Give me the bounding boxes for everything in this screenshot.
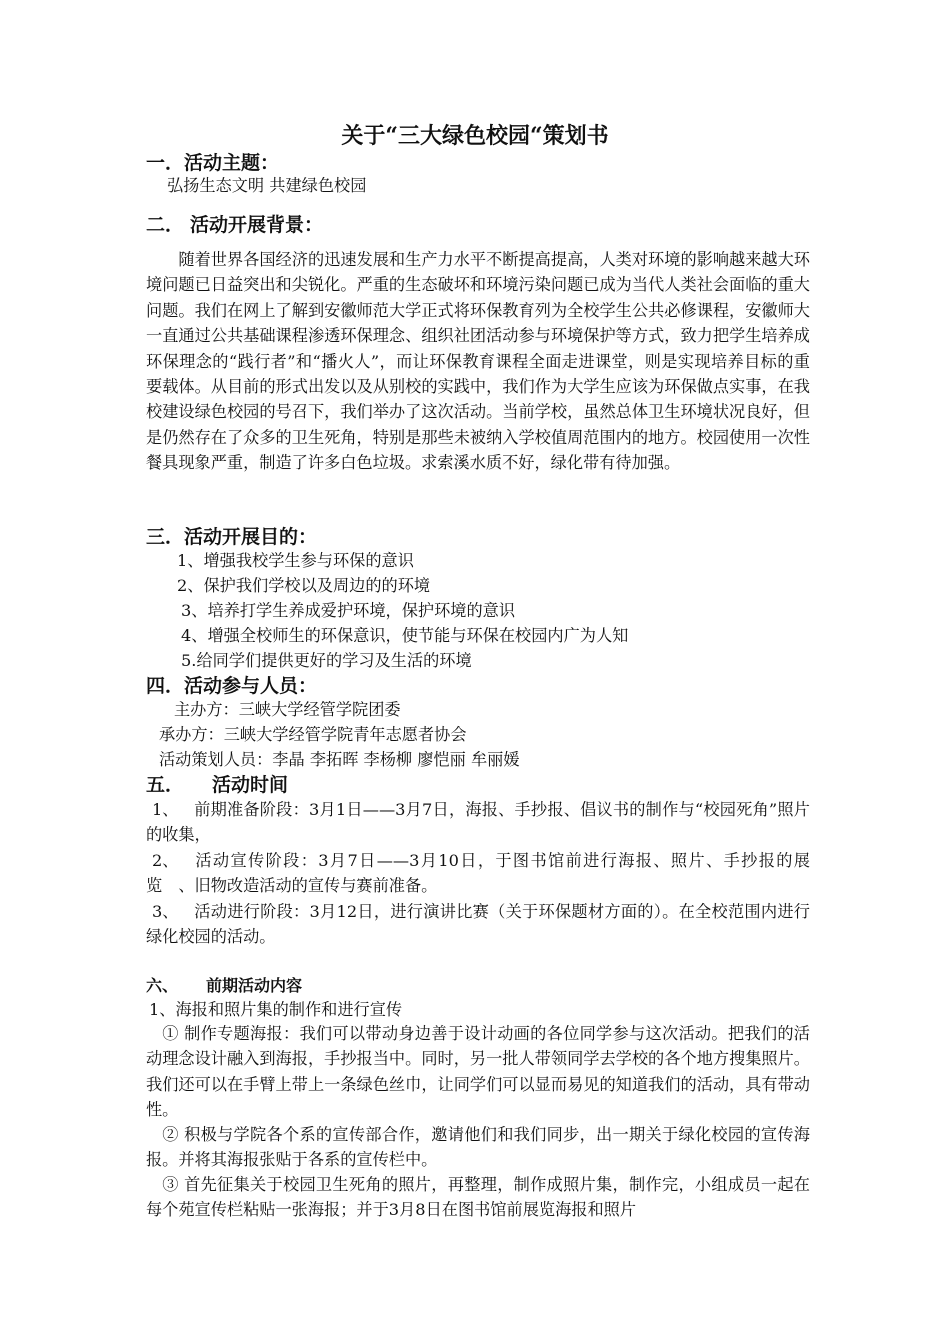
schedule-item-text: 前期准备阶段：3月1日——3月7日，海报、手抄报、倡议书的制作与“校园死角”照片的收集，	[146, 800, 810, 845]
section-1-heading	[146, 150, 279, 176]
section-2-number: 二．	[146, 214, 185, 236]
schedule-item	[146, 899, 810, 950]
purpose-item: 4、增强全校师生的环保意识，使节能与环保在校园内广为人知	[181, 626, 629, 645]
section-4-heading	[146, 673, 317, 699]
document-title: 关于“三大绿色校园“策划书	[341, 123, 609, 149]
schedule-item-text: 活动宣传阶段：3月7日——3月10日，于图书馆前进行海报、照片、手抄报的展览 、旧物改造活动的宣传与赛前准备。	[146, 851, 810, 896]
purpose-item: 5.给同学们提供更好的学习及生活的环境	[181, 651, 472, 670]
section-2-heading	[146, 212, 323, 238]
section-2-title: 活动开展背景：	[190, 214, 324, 236]
purpose-item: 3、培养打学生养成爱护环境，保护环境的意识	[181, 601, 516, 620]
purpose-item: 1、增强我校学生参与环保的意识	[177, 551, 414, 570]
section-5-number: 五．	[146, 774, 185, 796]
section-3-heading	[146, 524, 317, 550]
content-paragraph: ① 制作专题海报：我们可以带动身边善于设计动画的各位同学参与这次活动。把我们的活动理念设计融入到海报，手抄报当中。同时，另一批人带领同学去学校的各个地方搜集照片。我们还可以在手臂上带上一条绿色丝巾，让同学们可以显而易见的知道我们的活动，具有带动性。	[146, 1024, 810, 1120]
section-5-title: 活动时间	[212, 774, 289, 796]
section-6-number: 六、	[146, 976, 179, 995]
participant-item: 主办方：三峡大学经管学院团委	[174, 700, 401, 719]
schedule-item-number: 2、	[152, 851, 179, 870]
section-4-title: 活动参与人员：	[184, 675, 318, 697]
section-1-title: 活动主题：	[184, 152, 280, 174]
participant-item: 活动策划人员：李晶 李拓晖 李杨柳 廖恺丽 牟丽媛	[159, 750, 520, 769]
participant-item: 承办方：三峡大学经管学院青年志愿者协会	[159, 725, 467, 744]
section-3-title: 活动开展目的：	[184, 526, 318, 548]
section-3-number: 三．	[146, 526, 185, 548]
section-6-title: 前期活动内容	[206, 976, 303, 995]
schedule-item	[146, 797, 810, 848]
section-5-heading	[146, 772, 288, 798]
background-paragraph: 随着世界各国经济的迅速发展和生产力水平不断提高提高，人类对环境的影响越来越大环境问题已日益突出和尖锐化。严重的生态破坏和环境污染问题已成为当代人类社会面临的重大问题。我们在网上了解到安徽师范大学正式将环保教育列为全校学生公共必修课程，安徽师大一直通过公共基础课程渗透环保理念、组织社团活动参与环境保护等方式，致力把学生培养成环保理念的“践行者”和“播火人”，而让环保教育课程全面走进课堂，则是实现培养目标的重要载体。从目前的形式出发以及从别校的实践中，我们作为大学生应该为环保做点实事，在我校建设绿色校园的号召下，我们举办了这次活动。当前学校，虽然总体卫生环境状况良好，但是仍然存在了众多的卫生死角，特别是那些未被纳入学校值周范围内的地方。校园使用一次性餐具现象严重，制造了许多白色垃圾。求索溪水质不好，绿化带有待加强。	[146, 250, 810, 473]
schedule-item-number: 3、	[152, 902, 179, 921]
section-6-heading	[146, 973, 302, 999]
section-1-number: 一．	[146, 152, 185, 174]
content-paragraph: ③ 首先征集关于校园卫生死角的照片，再整理，制作成照片集，制作完，小组成员一起在每个苑宣传栏粘贴一张海报；并于3月8日在图书馆前展览海报和照片	[146, 1175, 810, 1220]
content-paragraph: ② 积极与学院各个系的宣传部合作，邀请他们和我们同步，出一期关于绿化校园的宣传海报。并将其海报张贴于各系的宣传栏中。	[146, 1125, 810, 1170]
schedule-item-text: 活动进行阶段：3月12日，进行演讲比赛（关于环保题材方面的）。在全校范围内进行绿化校园的活动。	[146, 902, 810, 947]
schedule-item	[146, 848, 810, 899]
section-6-subheading: 1、海报和照片集的制作和进行宣传	[149, 1000, 403, 1019]
schedule-item-number: 1、	[152, 800, 179, 819]
purpose-item: 2、保护我们学校以及周边的的环境	[177, 576, 431, 595]
section-4-number: 四．	[146, 675, 185, 697]
activity-theme-text: 弘扬生态文明 共建绿色校园	[167, 176, 367, 195]
